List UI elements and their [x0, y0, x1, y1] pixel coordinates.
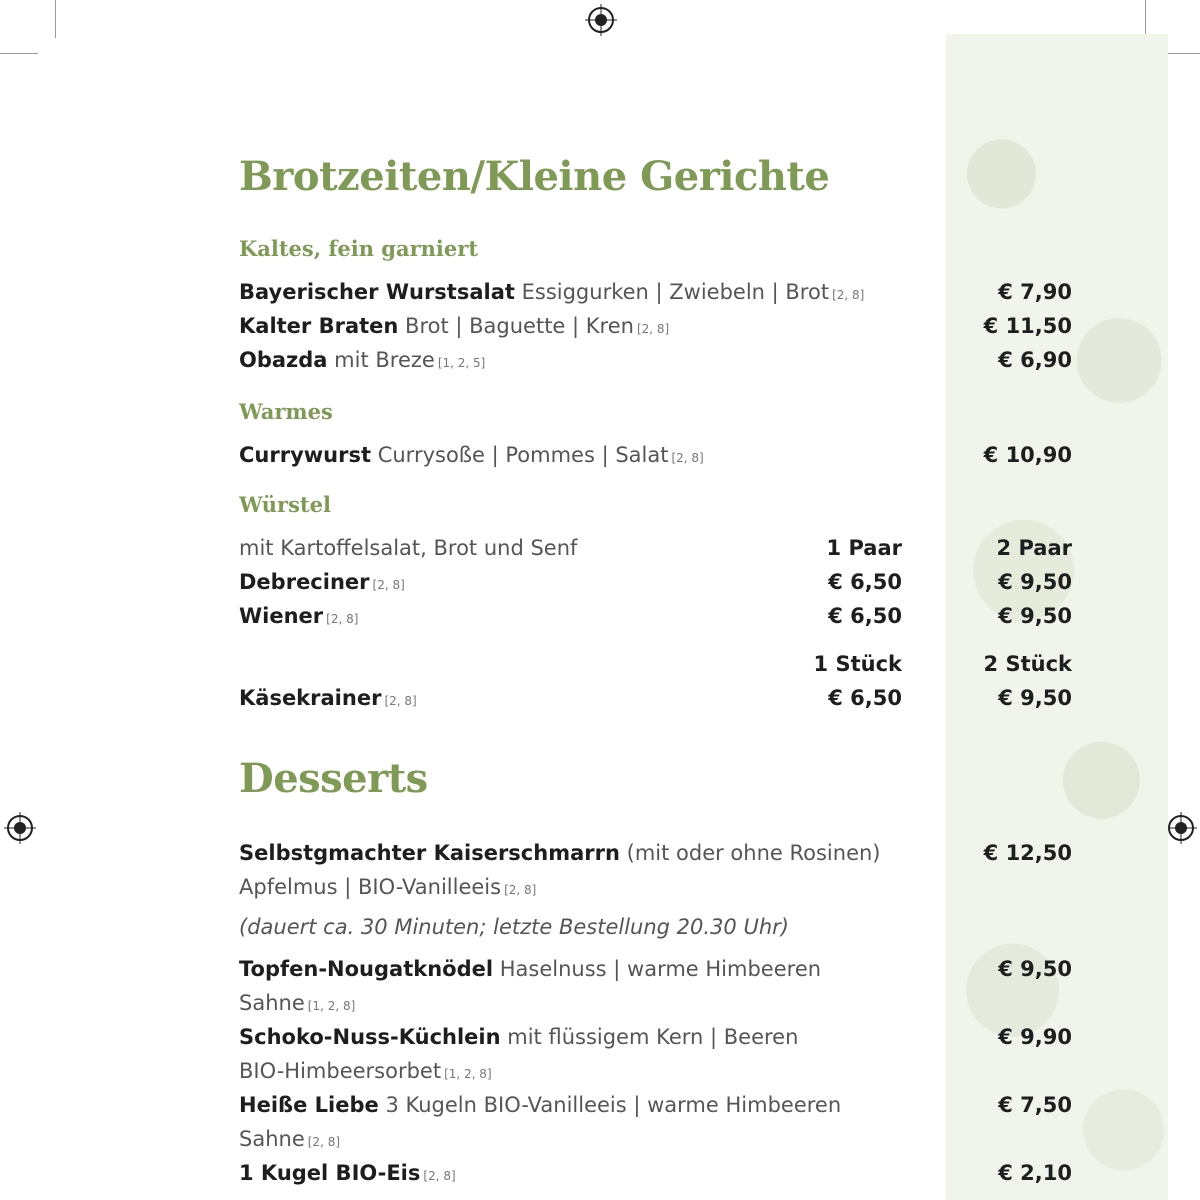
- subsection-heading: Warmes: [239, 399, 333, 424]
- menu-item-continued: [239, 1057, 492, 1088]
- item-name: Kalter Braten: [239, 314, 399, 338]
- section-title: Desserts: [239, 755, 428, 802]
- menu-item-continued: [239, 873, 536, 904]
- item-name: Topfen-Nougatknödel: [239, 957, 494, 981]
- item-price: € 7,50: [998, 1093, 1072, 1117]
- subsection-heading: Würstel: [239, 492, 331, 517]
- item-description: BIO-Himbeersorbet: [239, 1059, 442, 1083]
- item-price: € 11,50: [983, 314, 1072, 338]
- menu-item-continued: [239, 989, 355, 1020]
- menu-item: [239, 1159, 456, 1190]
- crop-mark: [55, 0, 56, 38]
- menu-item: [239, 278, 864, 309]
- registration-mark-icon: [588, 7, 614, 33]
- subsection-heading: Kaltes, fein garniert: [239, 236, 479, 261]
- item-name: Bayerischer Wurstsalat: [239, 280, 515, 304]
- allergen-note: [2, 8]: [636, 322, 670, 336]
- allergen-note: [2, 8]: [372, 578, 405, 592]
- item-price: € 2,10: [998, 1161, 1072, 1185]
- menu-item-continued: [239, 1125, 340, 1156]
- item-name: Currywurst: [239, 443, 372, 467]
- item-description: Currysoße | Pommes | Salat: [377, 443, 669, 467]
- item-description: Sahne: [239, 1127, 305, 1151]
- item-name: Selbstgmachter Kaiserschmarrn: [239, 841, 620, 865]
- allergen-note: [1, 2, 8]: [444, 1067, 492, 1081]
- column-header: 1 Paar: [826, 536, 902, 560]
- crop-mark: [1145, 0, 1146, 38]
- item-remark: (dauert ca. 30 Minuten; letzte Bestellung 20.30 Uhr): [239, 915, 789, 939]
- menu-item: [239, 346, 485, 377]
- item-price: € 9,50: [998, 686, 1072, 710]
- allergen-note: [2, 8]: [307, 1135, 341, 1149]
- item-description: Sahne: [239, 991, 305, 1015]
- item-price: € 9,90: [998, 1025, 1072, 1049]
- item-price: € 12,50: [983, 841, 1072, 865]
- allergen-note: [2, 8]: [671, 451, 704, 465]
- menu-item: [239, 955, 821, 983]
- item-price: € 6,50: [828, 570, 902, 594]
- allergen-note: [2, 8]: [423, 1169, 456, 1183]
- column-header: 1 Stück: [813, 652, 902, 676]
- column-header: 2 Paar: [996, 536, 1072, 560]
- item-price: € 10,90: [983, 443, 1072, 467]
- section-title: Brotzeiten/Kleine Gerichte: [239, 153, 830, 200]
- item-name: Schoko-Nuss-Küchlein: [239, 1025, 501, 1049]
- menu-item: [239, 1091, 841, 1119]
- item-description: mit Breze: [334, 348, 435, 372]
- item-description: Brot | Baguette | Kren: [405, 314, 634, 338]
- item-price: € 6,50: [828, 604, 902, 628]
- item-description: (mit oder ohne Rosinen): [626, 841, 881, 865]
- item-price: € 7,90: [998, 280, 1072, 304]
- menu-item: [239, 441, 704, 472]
- item-price: € 9,50: [998, 604, 1072, 628]
- item-description: Haselnuss | warme Himbeeren: [499, 957, 822, 981]
- allergen-note: [1, 2, 8]: [307, 999, 356, 1013]
- item-name: Debreciner: [239, 570, 370, 594]
- item-description: Apfelmus | BIO-Vanilleeis: [239, 875, 502, 899]
- item-name: Obazda: [239, 348, 328, 372]
- item-description: 3 Kugeln BIO-Vanilleeis | warme Himbeeren: [385, 1093, 842, 1117]
- item-price: € 6,50: [828, 686, 902, 710]
- item-price: € 9,50: [998, 957, 1072, 981]
- allergen-note: [2, 8]: [832, 288, 865, 302]
- menu-item: [239, 1023, 798, 1051]
- allergen-note: [2, 8]: [326, 612, 359, 626]
- registration-mark-icon: [7, 815, 33, 841]
- registration-mark-icon: [1168, 815, 1194, 841]
- item-price: € 6,90: [998, 348, 1072, 372]
- item-name: Wiener: [239, 604, 324, 628]
- menu-item: [239, 839, 881, 867]
- menu-item: [239, 684, 417, 715]
- item-name: Heiße Liebe: [239, 1093, 379, 1117]
- allergen-note: [2, 8]: [504, 883, 537, 897]
- item-description: Essiggurken | Zwiebeln | Brot: [521, 280, 830, 304]
- item-price: € 9,50: [998, 570, 1072, 594]
- menu-item: [239, 568, 405, 599]
- item-description: mit flüssigem Kern | Beeren: [507, 1025, 799, 1049]
- menu-item: [239, 602, 358, 633]
- allergen-note: [2, 8]: [384, 694, 417, 708]
- column-header: 2 Stück: [983, 652, 1072, 676]
- allergen-note: [1, 2, 5]: [437, 356, 486, 370]
- crop-mark: [0, 53, 38, 54]
- item-name: Käsekrainer: [239, 686, 382, 710]
- item-name: 1 Kugel BIO-Eis: [239, 1161, 421, 1185]
- menu-item: [239, 312, 669, 343]
- subsection-subtitle: mit Kartoffelsalat, Brot und Senf: [239, 536, 578, 560]
